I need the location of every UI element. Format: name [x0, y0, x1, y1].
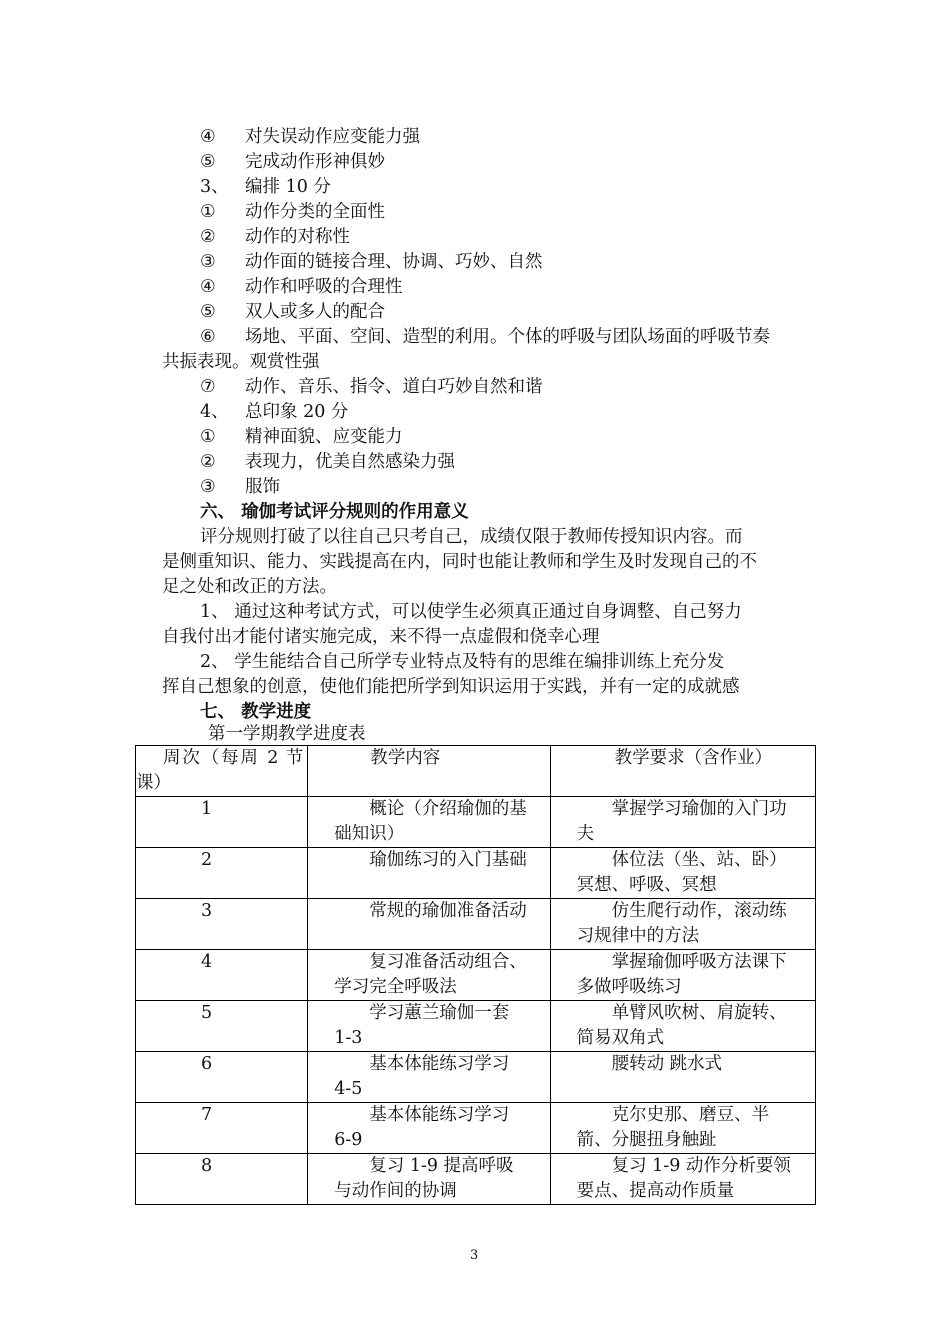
header-requirements: 教学要求（含作业） — [550, 746, 815, 797]
table-caption: 第一学期教学进度表 — [208, 724, 366, 744]
list-item: ④ 对失误动作应变能力强 — [200, 127, 420, 147]
paragraph-line: 是侧重知识、能力、实践提高在内，同时也能让教师和学生及时发现自己的不 — [162, 552, 757, 572]
header-week: 周次（每周 2 节课） — [136, 746, 308, 797]
list-item: ③ 服饰 — [200, 477, 280, 497]
table-row: 8 复习 1-9 提高呼吸与动作间的协调 复习 1-9 动作分析要领要点、提高动作质量 — [136, 1154, 816, 1205]
paragraph-line: 评分规则打破了以往自己只考自己，成绩仅限于教师传授知识内容。而 — [200, 527, 743, 547]
list-item: ① 动作分类的全面性 — [200, 202, 385, 222]
paragraph-line: 1、 通过这种考试方式，可以使学生必须真正通过自身调整、自己努力 — [200, 602, 742, 622]
paragraph-line: 足之处和改正的方法。 — [162, 577, 337, 597]
list-item: ⑥ 场地、平面、空间、造型的利用。个体的呼吸与团队场面的呼吸节奏 — [200, 327, 770, 347]
table-row: 4 复习准备活动组合、学习完全呼吸法 掌握瑜伽呼吸方法课下多做呼吸练习 — [136, 950, 816, 1001]
paragraph-line: 2、 学生能结合自己所学专业特点及特有的思维在编排训练上充分发 — [200, 652, 725, 672]
list-item: ⑤ 完成动作形神俱妙 — [200, 152, 385, 172]
list-item: ② 表现力，优美自然感染力强 — [200, 452, 455, 472]
list-item: ⑦ 动作、音乐、指令、道白巧妙自然和谐 — [200, 377, 543, 397]
section-6-heading: 六、 瑜伽考试评分规则的作用意义 — [200, 502, 469, 522]
table-row: 2 瑜伽练习的入门基础 体位法（坐、站、卧）冥想、呼吸、冥想 — [136, 848, 816, 899]
list-item: ⑤ 双人或多人的配合 — [200, 302, 385, 322]
header-content: 教学内容 — [308, 746, 550, 797]
list-item: ② 动作的对称性 — [200, 227, 350, 247]
page-number: 3 — [470, 1248, 479, 1263]
schedule-table — [135, 745, 816, 1205]
table-row: 3 常规的瑜伽准备活动 仿生爬行动作，滚动练习规律中的方法 — [136, 899, 816, 950]
list-item: 4、 总印象 20 分 — [200, 402, 349, 422]
table-row: 7 基本体能练习学习 6-9 克尔史那、磨豆、半箭、分腿扭身触趾 — [136, 1103, 816, 1154]
list-item: ③ 动作面的链接合理、协调、巧妙、自然 — [200, 252, 543, 272]
table-row: 1 概论（介绍瑜伽的基础知识） 掌握学习瑜伽的入门功夫 — [136, 797, 816, 848]
table-header-row — [136, 746, 816, 797]
section-7-heading: 七、 教学进度 — [200, 702, 312, 722]
list-item-continuation: 共振表现。观赏性强 — [162, 352, 320, 372]
paragraph-line: 挥自己想象的创意，使他们能把所学到知识运用于实践，并有一定的成就感 — [162, 677, 740, 697]
list-item: ① 精神面貌、应变能力 — [200, 427, 403, 447]
table-row: 5 学习蕙兰瑜伽一套 1-3 单臂风吹树、肩旋转、简易双角式 — [136, 1001, 816, 1052]
list-item: 3、 编排 10 分 — [200, 177, 331, 197]
list-item: ④ 动作和呼吸的合理性 — [200, 277, 403, 297]
paragraph-line: 自我付出才能付诸实施完成，来不得一点虚假和侥幸心理 — [162, 627, 600, 647]
table-row: 6 基本体能练习学习 4-5 腰转动 跳水式 — [136, 1052, 816, 1103]
